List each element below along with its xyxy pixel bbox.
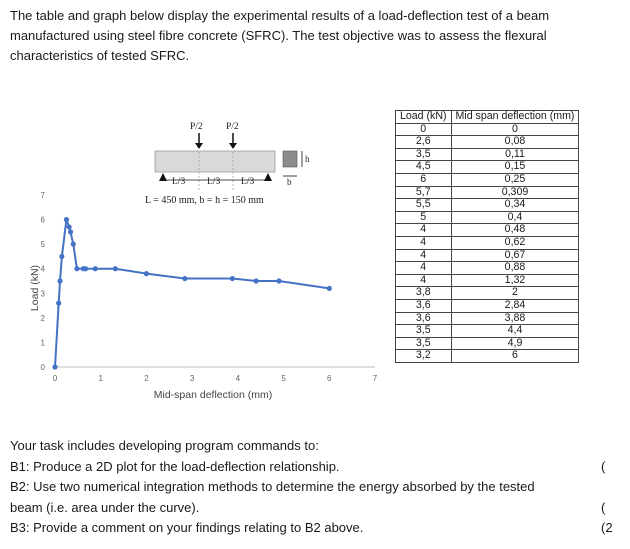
data-point xyxy=(230,276,235,281)
table-row xyxy=(396,148,579,161)
load-cell: 4 xyxy=(396,224,452,237)
y-axis-label: Load (kN) xyxy=(29,264,41,312)
task-b3: B3: Provide a comment on your findings relating to B2 above. xyxy=(10,520,364,535)
data-point xyxy=(67,224,72,229)
table-row xyxy=(396,224,579,237)
dim-b-label: b xyxy=(287,177,292,187)
data-point xyxy=(74,266,79,271)
load-cell: 4 xyxy=(396,236,452,249)
deflection-cell: 2 xyxy=(451,287,579,300)
data-point xyxy=(59,254,64,259)
load-cell: 3,5 xyxy=(396,148,452,161)
load-cell: 3,6 xyxy=(396,312,452,325)
data-point xyxy=(64,217,69,222)
table-row xyxy=(396,186,579,199)
data-point xyxy=(254,278,259,283)
table-row xyxy=(396,350,579,363)
intro-line-2: manufactured using steel fibre concrete (SFRC). The test objective was to assess the flexural xyxy=(10,28,547,43)
span-label-1: L/3 xyxy=(172,177,186,187)
y-tick-label: 0 xyxy=(40,363,45,372)
y-tick-label: 4 xyxy=(40,264,45,274)
load-cell: 3,5 xyxy=(396,325,452,338)
data-point xyxy=(144,271,149,276)
deflection-cell: 0,48 xyxy=(451,224,579,237)
load-deflection-table xyxy=(395,110,579,363)
x-tick-label: 1 xyxy=(98,374,103,383)
task-intro: Your task includes developing program commands to: xyxy=(10,438,319,453)
load-cell: 2,6 xyxy=(396,136,452,149)
deflection-cell: 0,25 xyxy=(451,173,579,186)
x-tick-label: 5 xyxy=(281,374,286,383)
deflection-cell: 0,11 xyxy=(451,148,579,161)
intro-line-3: characteristics of tested SFRC. xyxy=(10,48,190,63)
table-row xyxy=(396,312,579,325)
table-header-row xyxy=(396,111,579,124)
data-point xyxy=(83,266,88,271)
data-point xyxy=(93,266,98,271)
deflection-cell: 0,15 xyxy=(451,161,579,174)
deflection-cell: 0,62 xyxy=(451,236,579,249)
deflection-cell: 6 xyxy=(451,350,579,363)
deflection-cell: 0,309 xyxy=(451,186,579,199)
y-tick-label: 5 xyxy=(40,240,45,250)
header-deflection: Mid span deflection (mm) xyxy=(451,111,579,124)
data-point xyxy=(327,286,332,291)
data-point xyxy=(276,278,281,283)
data-point xyxy=(56,301,61,306)
task-b2-line-1: B2: Use two numerical integration methods to determine the energy absorbed by the tested xyxy=(10,479,535,494)
load-cell: 4 xyxy=(396,249,452,262)
load-cell: 5,7 xyxy=(396,186,452,199)
table-row xyxy=(396,136,579,149)
load-cell: 4 xyxy=(396,274,452,287)
x-tick-labels xyxy=(53,374,378,383)
data-points xyxy=(52,217,331,370)
deflection-cell: 3,88 xyxy=(451,312,579,325)
mark-b2: ( xyxy=(601,499,606,515)
table-row xyxy=(396,173,579,186)
deflection-cell: 0 xyxy=(451,123,579,136)
x-tick-label: 7 xyxy=(372,374,378,383)
x-tick-label: 4 xyxy=(235,374,241,383)
task-b1: B1: Produce a 2D plot for the load-deflection relationship. xyxy=(10,458,340,474)
y-tick-labels xyxy=(41,191,46,372)
load-cell: 3,2 xyxy=(396,350,452,363)
deflection-cell: 0,88 xyxy=(451,262,579,275)
mark-b1: ( xyxy=(601,458,606,474)
table-row xyxy=(396,236,579,249)
deflection-cell: 4,4 xyxy=(451,325,579,338)
deflection-cell: 2,84 xyxy=(451,299,579,312)
data-point xyxy=(182,276,187,281)
load-deflection-line xyxy=(55,220,329,367)
deflection-cell: 0,08 xyxy=(451,136,579,149)
load-cell: 3,6 xyxy=(396,299,452,312)
load-label-left: P/2 xyxy=(190,122,203,132)
data-point xyxy=(52,364,57,369)
load-cell: 6 xyxy=(396,173,452,186)
span-label-2: L/3 xyxy=(207,177,221,187)
deflection-cell: 4,9 xyxy=(451,337,579,350)
load-cell: 4,5 xyxy=(396,161,452,174)
table-row xyxy=(396,325,579,338)
load-cell: 3,5 xyxy=(396,337,452,350)
x-tick-label: 6 xyxy=(327,374,332,383)
y-tick-label: 7 xyxy=(40,191,45,200)
load-cell: 5,5 xyxy=(396,199,452,212)
header-load: Load (kN) xyxy=(396,111,452,124)
mark-b3: (2 xyxy=(601,520,613,535)
dim-h-label: h xyxy=(305,154,310,164)
x-axis-label: Mid-span deflection (mm) xyxy=(153,389,273,401)
load-cell: 3,8 xyxy=(396,287,452,300)
intro-line-1: The table and graph below display the experimental results of a load-deflection test of a beam xyxy=(10,8,550,23)
table-row xyxy=(396,249,579,262)
y-tick-label: 3 xyxy=(40,289,45,299)
table-row xyxy=(396,123,579,136)
x-tick-label: 2 xyxy=(144,374,149,383)
table-row xyxy=(396,337,579,350)
table-row xyxy=(396,299,579,312)
deflection-cell: 0,34 xyxy=(451,199,579,212)
y-tick-label: 6 xyxy=(40,215,45,225)
beam-caption: L = 450 mm, b = h = 150 mm xyxy=(145,195,264,206)
y-tick-label: 2 xyxy=(40,313,45,323)
deflection-cell: 0,67 xyxy=(451,249,579,262)
table-row xyxy=(396,287,579,300)
deflection-cell: 0,4 xyxy=(451,211,579,224)
table-row xyxy=(396,274,579,287)
load-label-right: P/2 xyxy=(226,122,239,132)
data-point xyxy=(113,266,118,271)
load-cell: 0 xyxy=(396,123,452,136)
table-row xyxy=(396,262,579,275)
task-marks xyxy=(601,436,613,539)
data-point xyxy=(71,242,76,247)
load-cell: 5 xyxy=(396,211,452,224)
table-row xyxy=(396,199,579,212)
data-point xyxy=(68,229,73,234)
x-tick-label: 3 xyxy=(189,374,195,383)
task-b2-line-2: beam (i.e. area under the curve). xyxy=(10,499,200,515)
load-cell: 4 xyxy=(396,262,452,275)
data-point xyxy=(57,278,62,283)
table-row xyxy=(396,161,579,174)
table-row xyxy=(396,211,579,224)
x-tick-label: 0 xyxy=(52,374,58,383)
deflection-cell: 1,32 xyxy=(451,274,579,287)
span-label-3: L/3 xyxy=(241,177,255,187)
task-list xyxy=(10,436,630,539)
y-tick-label: 1 xyxy=(40,338,45,348)
